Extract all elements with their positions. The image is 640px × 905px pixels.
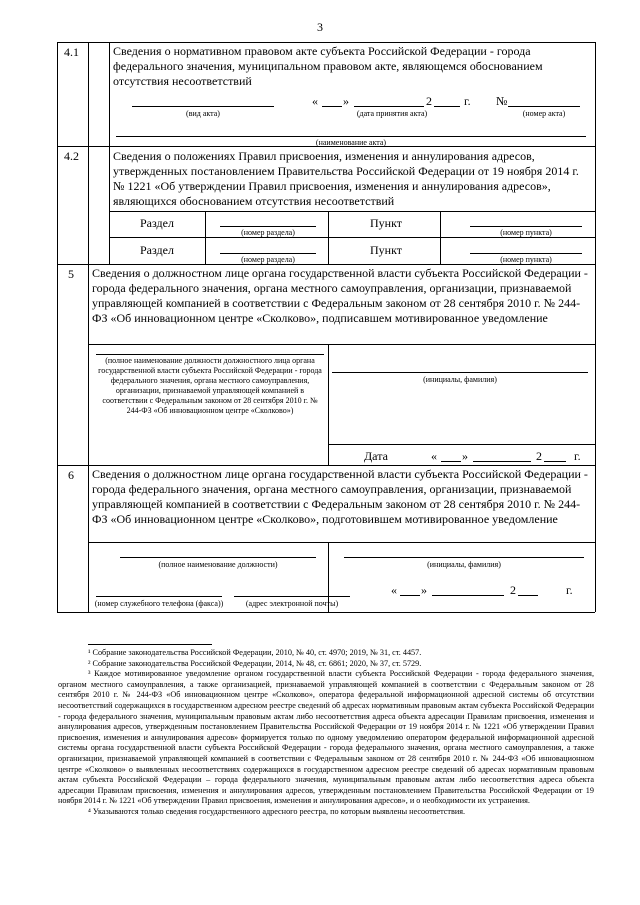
row-number: 6 (68, 468, 74, 482)
act-number-caption: (номер акта) (522, 109, 566, 118)
date-open-quote: « (312, 94, 318, 108)
position-field[interactable] (120, 557, 316, 558)
date-day-field[interactable] (400, 595, 420, 596)
section-heading: Сведения о нормативном правовом акте субъекта Российской Федерации - города федерального значения, муниципальном правовом акте, являющемся обоснованием отсутствия несоответствий (113, 44, 543, 88)
section-heading: Сведения о должностном лице органа государственной власти субъекта Российской Федерации - города федерального значения, органа местного самоуправления, организации, признаваемой управляющей компанией в соответствии с Федеральным законом от 28 сентября 2010 г. № 244-ФЗ «Об инновационном центре «Сколково», подписавшем мотивированное уведомление (92, 266, 588, 325)
position-field[interactable] (96, 354, 324, 355)
section-label: Раздел (140, 216, 174, 230)
section-heading: Сведения о положениях Правил присвоения, изменения и аннулирования адресов, утвержденных постановлением Правительства Российской Федерации от 19 ноября 2014 г. № 1221 «Об утверждении Правил присвоения, изменения и аннулирования адресов», являющихся обоснованием отсутствия несоответствий (113, 149, 579, 208)
position-caption: (полное наименование должности должностного лица органа государственной власти субъекта Российской Федерации - города федерального значения, органа местного самоуправления, организации, признаваемой управляющей компанией в соответствии с Федеральным законом от 28 сентября 2010 г. № 244-ФЗ «Об инновационном центре «Сколково») (98, 356, 322, 415)
footnote-separator (88, 644, 212, 645)
date-year-suffix: г. (464, 94, 471, 108)
date-open-quote: « (391, 583, 397, 597)
footnotes (58, 648, 594, 818)
date-year-prefix: 2 (426, 94, 432, 108)
date-close-quote: » (421, 583, 427, 597)
section-label: Раздел (140, 243, 174, 257)
phone-caption: (номер служебного телефона (факса)) (94, 599, 224, 608)
row-number: 4.1 (64, 45, 79, 59)
date-year-prefix: 2 (536, 449, 542, 463)
date-day-field[interactable] (441, 461, 461, 462)
section-heading: Сведения о должностном лице органа государственной власти субъекта Российской Федерации - города федерального значения, органа местного самоуправления, организации, признаваемой управляющей компанией в соответствии с Федеральным законом от 28 сентября 2010 г. № 244-ФЗ «Об инновационном центре «Сколково», подготовившем мотивированное уведомление (92, 467, 588, 526)
act-name-caption: (наименование акта) (315, 138, 387, 147)
footnote: ³ Каждое мотивированное уведомление органом государственной власти субъекта Российской Федерации - города федерального значения, органом местного самоуправления, а также организацией, признаваемой управляющей компанией в соответствии с Федеральным законом от 28 сентября 2010 г. № 244-ФЗ «Об инновационном центре «Сколково», оператора федеральной информационной адресной системы об отсутствии несоответствий содержащихся в государственном адресном реестре сведений об адресах нормативным правовым актам субъекта Российской Федерации - города федерального значения, муниципальным правовым актам либо несоответствия адреса объекта адресации Правилам присвоения, изменения и аннулирования адресов, утвержденным постановлением Правительства Российской Федерации от 19 ноября 2014 г. № 1221 «Об утверждении Правил присвоения, изменения и аннулирования адресов» формируется только по одному уведомлению оператором федеральной информационной адресной системы органа государственной власти субъекта Российской Федерации - города федерального значения, органа местного самоуправления, а также организации, признаваемой управляющей компанией в соответствии с Федеральным законом от 28 сентября 2010 г. № 244-ФЗ «Об инновационном центре «Сколково» о выявленных несоответствиях содержащихся в государственном адресном реестре сведений об адресах нормативным правовым актам субъекта Российской Федерации – города федерального значения, муниципальным правовым актам либо несоответствия адреса объекта адресации Правилам присвоения, изменения и аннулирования адресов, утвержденным постановлением Правительства Российской Федерации от 19 ноября 2014 г. № 1221 «Об утверждении Правил присвоения, изменения и аннулирования адресов», и о необходимости их устранения. (58, 669, 594, 806)
row-number: 4.2 (64, 149, 79, 163)
date-month-field[interactable] (432, 595, 504, 596)
date-month-field[interactable] (354, 106, 424, 107)
date-label: Дата (364, 449, 388, 463)
date-year-field[interactable] (434, 106, 460, 107)
name-field[interactable] (344, 557, 584, 558)
phone-field[interactable] (96, 596, 222, 597)
date-close-quote: » (343, 94, 349, 108)
name-caption: (инициалы, фамилия) (423, 375, 497, 384)
page-number: 3 (317, 20, 323, 34)
date-caption: (дата принятия акта) (356, 109, 428, 118)
name-field[interactable] (332, 372, 588, 373)
row-number: 5 (68, 267, 74, 281)
act-type-caption: (вид акта) (186, 109, 220, 118)
act-name-field[interactable] (116, 136, 586, 137)
item-label: Пункт (370, 216, 403, 230)
name-caption: (инициалы, фамилия) (427, 560, 501, 569)
section-number-field[interactable] (220, 226, 316, 227)
date-year-field[interactable] (544, 461, 566, 462)
date-year-suffix: г. (566, 583, 573, 597)
date-close-quote: » (462, 449, 468, 463)
act-number-field[interactable] (508, 106, 580, 107)
footnote: ² Собрание законодательства Российской Федерации, 2014, № 48, ст. 6861; 2020, № 37, ст. 5729. (88, 658, 422, 668)
date-month-field[interactable] (473, 461, 531, 462)
item-label: Пункт (370, 243, 403, 257)
section-number-caption: (номер раздела) (241, 255, 295, 264)
email-caption: (адрес электронной почты) (245, 599, 339, 608)
date-day-field[interactable] (322, 106, 342, 107)
number-sign: № (496, 94, 508, 108)
act-type-field[interactable] (132, 106, 274, 107)
item-number-field[interactable] (470, 226, 582, 227)
date-open-quote: « (431, 449, 437, 463)
footnote: ¹ Собрание законодательства Российской Федерации, 2010, № 40, ст. 4970; 2019, № 31, ст. 4457. (88, 648, 422, 657)
section-number-caption: (номер раздела) (241, 228, 295, 237)
item-number-caption: (номер пункта) (500, 228, 552, 237)
item-number-caption: (номер пункта) (500, 255, 552, 264)
footnote: ⁴ Указываются только сведения государственного адресного реестра, по которым выявлены несоответствия. (88, 806, 466, 816)
date-year-suffix: г. (574, 449, 581, 463)
email-field[interactable] (234, 596, 350, 597)
item-number-field[interactable] (470, 253, 582, 254)
position-caption: (полное наименование должности) (158, 560, 278, 569)
date-year-prefix: 2 (510, 583, 516, 597)
section-number-field[interactable] (220, 253, 316, 254)
date-year-field[interactable] (518, 595, 538, 596)
